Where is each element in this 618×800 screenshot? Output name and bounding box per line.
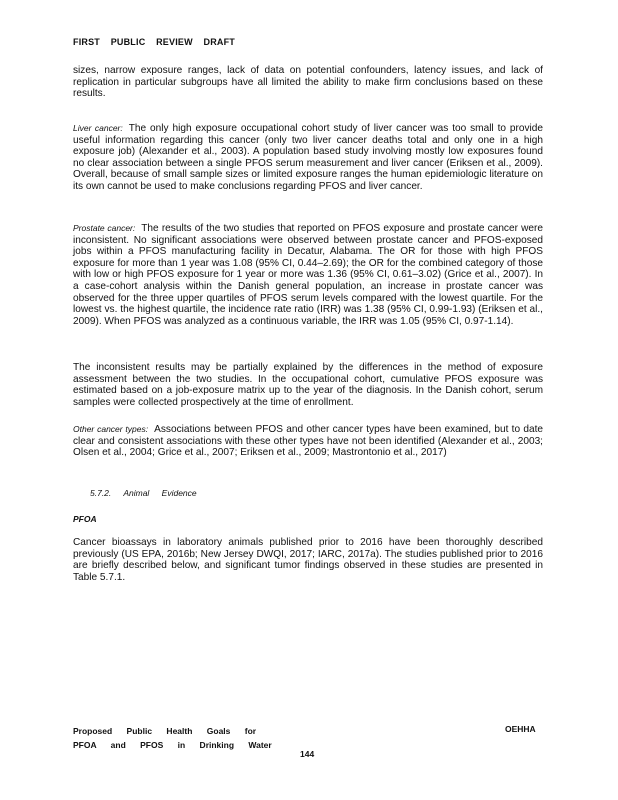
inconsistent-results-paragraph: The inconsistent results may be partially explained by the differences in the method of exposure assessment between the two studies. In the occupational cohort, cumulative PFOS exposure was estimated based on a job-exposure matrix up to the year of the diagnosis. In the Danish cohort, serum samples were collected prospectively at the time of enrollment. [73,362,543,408]
section-heading [90,488,197,498]
draft-header: FIRST PUBLIC REVIEW DRAFT [73,37,235,47]
other-cancer-lead: Other cancer types: [73,424,149,434]
section-title: Animal Evidence [123,488,197,498]
footer-line-1: Proposed Public Health Goals for [73,726,257,736]
intro-paragraph: sizes, narrow exposure ranges, lack of data on potential confounders, latency issues, and lack of replication in particular subgroups have all limited the ability to make firm conclusions based on these results. [73,65,543,100]
liver-cancer-text: The only high exposure occupational cohort study of liver cancer was too small to provide useful information regarding this cancer (only two liver cancer deaths total and only one in a high exposure job) (Alexander et al., 2003). A population based study involving mostly low exposures found no clear association between a single PFOS serum measurement and liver cancer (Eriksen et al., 2009). Overall, because of small sample sizes or limited exposure ranges the human epidemiologic literature on its own cannot be used to make conclusions regarding PFOS and liver cancer. [73,123,543,192]
footer-line-2: PFOA and PFOS in Drinking Water [73,740,272,750]
prostate-cancer-text: The results of the two studies that reported on PFOS exposure and prostate cancer were inconsistent. No significant associations were observed between prostate cancer and PFOS-exposed jobs within a PFOS manufacturing facility in Decatur, Alabama. The OR for those with high PFOS exposure for more than 1 year was 1.08 (95% CI, 0.44–2.69); the OR for the combined category of those with low or high PFOS exposure for 1 year or more was 1.36 (95% CI, 0.61–3.02) (Grice et al., 2007). In a case-cohort analysis within the Danish general population, an increase in prostate cancer was observed for the three upper quartiles of PFOS serum levels compared with the lowest quartile. For the lowest vs. the highest quartile, the incidence rate ratio (IRR) was 1.38 (95% CI, 0.99-1.93) (Eriksen et al., 2009). When PFOS was analyzed as a continuous variable, the IRR was 1.05 (95% CI, 0.97-1.14). [73,223,543,327]
prostate-cancer-lead: Prostate cancer: [73,223,136,233]
footer-agency: OEHHA [505,724,536,734]
page-number: 144 [300,749,315,759]
other-cancer-paragraph [73,424,543,459]
footer-title [73,724,273,752]
prostate-cancer-paragraph [73,223,543,327]
liver-cancer-paragraph [73,123,543,193]
subheading-pfoa: PFOA [73,514,97,524]
liver-cancer-lead: Liver cancer: [73,123,123,133]
section-number: 5.7.2. [90,488,112,498]
other-cancer-text: Associations between PFOS and other cancer types have been examined, but to date clear and consistent associations with these other types have not been identified (Alexander et al., 2003; Olsen et al., 2004; Grice et al., 2007; Eriksen et al., 2009; Mastrontonio et al., 2017) [73,424,544,459]
bioassay-paragraph: Cancer bioassays in laboratory animals published prior to 2016 have been thoroughly described previously (US EPA, 2016b; New Jersey DWQI, 2017; IARC, 2017a). The studies published prior to 2016 are briefly described below, and significant tumor findings observed in these studies are presented in Table 5.7.1. [73,537,543,583]
